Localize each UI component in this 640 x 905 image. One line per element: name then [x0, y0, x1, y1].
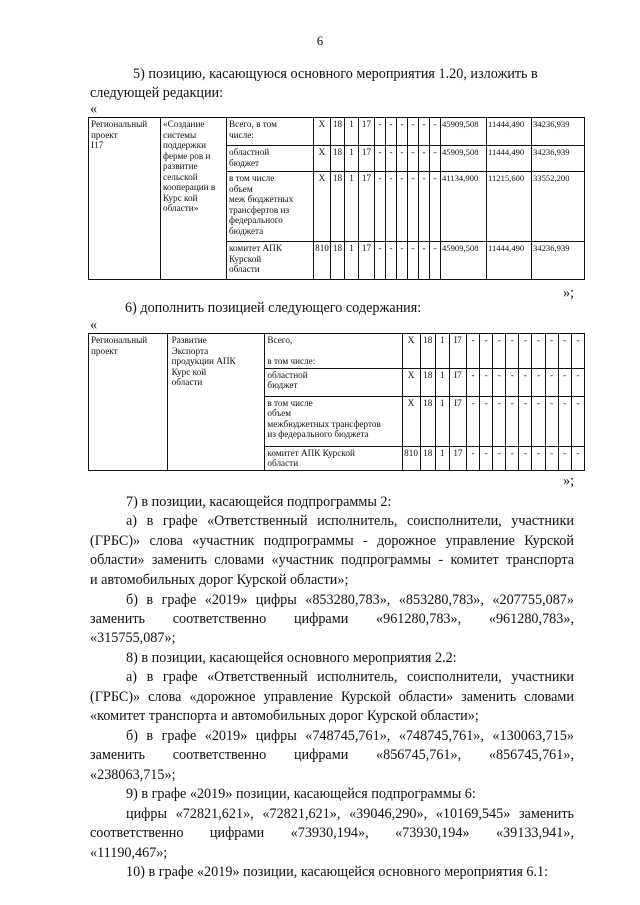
dash-cell: - [558, 396, 571, 446]
row-label-cell-line: бюджет [229, 157, 260, 168]
dash-cell: - [558, 334, 571, 369]
dash-cell: - [397, 172, 408, 242]
activity-name-cell-line: ферме ров и [163, 150, 211, 161]
code-cell: 17 [449, 446, 466, 470]
activity-name-cell-line: поддержки [163, 140, 206, 150]
row-label-cell-line: Курской [229, 253, 262, 264]
row-label-cell-line: из федерального бюджета [267, 429, 369, 439]
body-line: соответственно цифрами «73930,194», «73930,194» «39133,941», [90, 825, 574, 841]
activity-name-cell-line: продукции АПК [171, 356, 236, 366]
activity-name-cell-line: области [171, 377, 203, 387]
code-cell: 18 [420, 396, 435, 446]
body-line: а) в графе «Ответственный исполнитель, соисполнители, участники [126, 669, 574, 685]
dash-cell: - [386, 118, 397, 146]
row-label-cell-line: Всего, [267, 335, 293, 345]
code-cell: 18 [420, 368, 435, 396]
code-cell: 1 [345, 172, 359, 242]
row-label-cell [227, 146, 314, 172]
activity-name-cell [161, 118, 227, 280]
body-line: цифры «72821,621», «72821,621», «39046,290», «10169,545» заменить [126, 806, 574, 822]
dash-cell: - [545, 334, 558, 369]
code-cell: 1 [435, 446, 449, 470]
activity-name-cell-line: области» [163, 203, 199, 213]
body-line: 7) в позиции, касающейся подпрограммы 2: [126, 494, 392, 510]
dash-cell: - [532, 334, 545, 369]
code-cell: 18 [420, 446, 435, 470]
code-cell: 810 [314, 242, 331, 280]
dash-cell: - [480, 396, 493, 446]
dash-cell: - [571, 396, 584, 446]
dash-cell: - [408, 242, 419, 280]
code-cell: 18 [331, 146, 345, 172]
dash-cell: - [571, 446, 584, 470]
dash-cell: - [419, 118, 430, 146]
activity-name-cell [167, 334, 265, 471]
value-cell: 45909,508 [441, 118, 487, 146]
dash-cell: - [408, 118, 419, 146]
dash-cell: - [545, 368, 558, 396]
dash-cell: - [532, 396, 545, 446]
dash-cell: - [506, 334, 519, 369]
body-line: а) в графе «Ответственный исполнитель, соисполнители, участники [126, 513, 574, 529]
value-cell: 45909,508 [441, 146, 487, 172]
code-cell: I7 [449, 334, 466, 369]
close-quote-1: »; [563, 285, 575, 301]
dash-cell: - [466, 446, 479, 470]
code-cell: X [314, 118, 331, 146]
row-label-cell-line: объем [267, 408, 292, 418]
region-project-cell-line: I17 [91, 140, 104, 150]
region-project-cell-line: проект [91, 129, 118, 140]
row-label-cell-line: бюджет [267, 380, 298, 390]
code-cell: 1 [435, 396, 449, 446]
code-cell: 1 [345, 146, 359, 172]
activity-name-cell-line: системы [163, 129, 197, 140]
row-label-cell-line: меж бюджетных [229, 194, 294, 204]
row-label-cell-line: бюджета [229, 225, 264, 236]
table-row [89, 334, 585, 369]
table-2 [88, 333, 585, 471]
dash-cell: - [571, 368, 584, 396]
value-cell: 34236,939 [532, 118, 585, 146]
dash-cell: - [386, 146, 397, 172]
page-number: 6 [316, 33, 324, 48]
body-line: (ГРБС)» слова «дорожное управление Курской области» заменить словами [90, 689, 574, 705]
dash-cell: - [519, 334, 532, 369]
code-cell: 18 [331, 172, 345, 242]
row-label-cell-line: федерального [229, 215, 283, 225]
value-cell: 11444,490 [487, 146, 532, 172]
dash-cell: - [480, 368, 493, 396]
dash-cell: - [419, 172, 430, 242]
dash-cell: - [397, 146, 408, 172]
activity-name-cell-line: Курс кой [163, 192, 198, 203]
item6-line1: 6) дополнить позицией следующего содержания: [125, 300, 422, 316]
value-cell: 41134,900 [441, 172, 487, 242]
row-label-cell [265, 334, 402, 369]
dash-cell: - [466, 334, 479, 369]
body-line: области» заменить словами «участник подпрограммы - комитет транспорта [90, 552, 574, 568]
code-cell: 17 [359, 172, 375, 242]
value-cell: 11215,600 [487, 172, 532, 242]
row-label-cell-line: трансфертов из [229, 204, 290, 215]
value-cell: 11444,490 [487, 242, 532, 280]
dash-cell: - [397, 242, 408, 280]
open-quote-1: « [90, 101, 98, 117]
body-line: б) в графе «2019» цифры «853280,783», «853280,783», «207755,087» [126, 592, 574, 608]
region-project-cell [89, 334, 168, 471]
row-label-cell-line: объем [229, 183, 253, 194]
code-cell: 18 [420, 334, 435, 369]
row-label-cell-line: области [267, 458, 299, 468]
dash-cell: - [375, 146, 386, 172]
dash-cell: - [558, 368, 571, 396]
dash-cell: - [375, 172, 386, 242]
row-label-cell-line: комитет АПК Курской [267, 447, 355, 458]
body-line: «315755,087»; [90, 630, 176, 646]
dash-cell: - [408, 172, 419, 242]
value-cell: 34236,939 [532, 146, 585, 172]
value-cell: 34236,939 [532, 242, 585, 280]
code-cell: I7 [449, 368, 466, 396]
dash-cell: - [545, 396, 558, 446]
row-label-cell [227, 242, 314, 280]
dash-cell: - [519, 368, 532, 396]
dash-cell: - [466, 368, 479, 396]
code-cell: X [402, 396, 420, 446]
row-label-cell-line: числе: [229, 129, 254, 140]
table-1 [88, 117, 585, 280]
code-cell: 18 [331, 242, 345, 280]
region-project-cell-line: Региональный [91, 335, 148, 345]
activity-name-cell-line: Развитие [171, 335, 207, 345]
code-cell: 1 [435, 334, 449, 369]
code-cell: I7 [449, 396, 466, 446]
dash-cell: - [386, 242, 397, 280]
activity-name-cell-line: «Создание [163, 119, 205, 129]
activity-name-cell-line: Курс кой [171, 366, 207, 377]
row-label-cell-line: комитет АПК [229, 243, 282, 253]
dash-cell: - [375, 118, 386, 146]
dash-cell: - [545, 446, 558, 470]
dash-cell: - [506, 446, 519, 470]
close-quote-2: »; [563, 473, 575, 489]
item5-line1: 5) позицию, касающуюся основного мероприятия 1.20, изложить в [133, 66, 538, 82]
body-line: 8) в позиции, касающейся основного мероприятия 2.2: [126, 650, 457, 666]
dash-cell: - [430, 172, 441, 242]
dash-cell: - [493, 368, 506, 396]
dash-cell: - [532, 446, 545, 470]
body-line: б) в графе «2019» цифры «748745,761», «748745,761», «130063,715» [126, 728, 574, 744]
row-label-cell-line: межбюджетных трансфертов [267, 418, 381, 429]
dash-cell: - [386, 172, 397, 242]
code-cell: 1 [435, 368, 449, 396]
body-line: заменить соответственно цифрами «961280,783», «961280,783», [90, 611, 574, 627]
body-line: (ГРБС)» слова «участник подпрограммы - дорожное управление Курской [90, 533, 574, 549]
code-cell: 18 [331, 118, 345, 146]
row-label-cell-line: в том числе [229, 173, 275, 183]
value-cell: 45909,508 [441, 242, 487, 280]
dash-cell: - [519, 446, 532, 470]
dash-cell: - [466, 396, 479, 446]
body-line: «238063,715»; [90, 767, 176, 783]
code-cell: 17 [359, 118, 375, 146]
value-cell: 11444,490 [487, 118, 532, 146]
row-label-cell [265, 368, 402, 396]
dash-cell: - [506, 368, 519, 396]
dash-cell: - [480, 334, 493, 369]
row-label-cell-line: Всего, в том [229, 119, 277, 129]
value-cell: 33552,200 [532, 172, 585, 242]
item5-line2: следующей редакции: [90, 85, 224, 101]
dash-cell: - [397, 118, 408, 146]
dash-cell: - [408, 146, 419, 172]
body-line: 10) в графе «2019» позиции, касающейся основного мероприятия 6.1: [126, 864, 549, 880]
code-cell: X [314, 146, 331, 172]
code-cell: 17 [359, 242, 375, 280]
dash-cell: - [493, 446, 506, 470]
code-cell: 1 [345, 242, 359, 280]
code-cell: X [314, 172, 331, 242]
activity-name-cell-line: Экспорта [171, 345, 209, 356]
row-label-cell [227, 118, 314, 146]
row-label-cell-line: областной [267, 369, 308, 380]
region-project-cell [89, 118, 161, 280]
activity-name-cell-line: развитие [163, 161, 198, 171]
open-quote-2: « [90, 317, 98, 333]
body-line: и автомобильных дорог Курской области»; [90, 572, 349, 588]
code-cell: 1 [345, 118, 359, 146]
dash-cell: - [480, 446, 493, 470]
region-project-cell-line: Региональный [91, 119, 148, 129]
row-label-cell-line [267, 346, 399, 357]
dash-cell: - [430, 146, 441, 172]
body-line: 9) в графе «2019» позиции, касающейся подпрограммы 6: [126, 786, 476, 802]
body-line: «комитет транспорта и автомобильных дорог Курской области»; [90, 708, 479, 724]
dash-cell: - [506, 396, 519, 446]
dash-cell: - [493, 334, 506, 369]
code-cell: X [402, 368, 420, 396]
code-cell: 810 [402, 446, 420, 470]
dash-cell: - [519, 396, 532, 446]
dash-cell: - [532, 368, 545, 396]
row-label-cell-line: области [229, 264, 260, 274]
activity-name-cell-line: кооперации в [163, 182, 216, 192]
row-label-cell-line: областной [229, 147, 270, 157]
row-label-cell [227, 172, 314, 242]
activity-name-cell-line: сельской [163, 171, 198, 182]
row-label-cell [265, 446, 402, 470]
code-cell: 17 [359, 146, 375, 172]
code-cell: X [402, 334, 420, 369]
row-label-cell [265, 396, 402, 446]
dash-cell: - [493, 396, 506, 446]
dash-cell: - [375, 242, 386, 280]
row-label-cell-line: в том числе: [267, 356, 316, 366]
dash-cell: - [571, 334, 584, 369]
body-line: «11190,467»; [90, 845, 168, 861]
dash-cell: - [558, 446, 571, 470]
dash-cell: - [419, 146, 430, 172]
table-row [89, 118, 585, 146]
region-project-cell-line: проект [91, 345, 118, 356]
body-line: заменить соответственно цифрами «856745,761», «856745,761», [90, 747, 574, 763]
dash-cell: - [419, 242, 430, 280]
dash-cell: - [430, 118, 441, 146]
row-label-cell-line: в том числе [267, 397, 313, 408]
dash-cell: - [430, 242, 441, 280]
